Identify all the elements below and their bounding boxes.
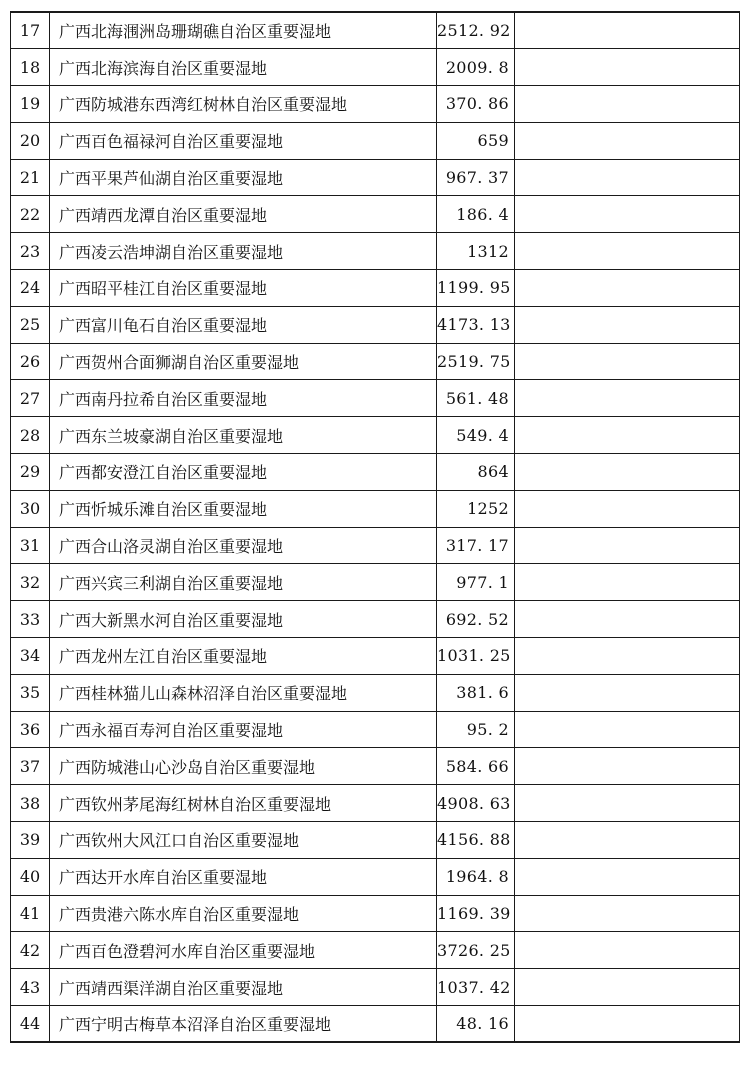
- remarks-cell: [515, 895, 740, 932]
- remarks-cell: [515, 343, 740, 380]
- area-cell: 967. 37: [437, 159, 515, 196]
- table-row: [11, 86, 740, 123]
- table-row: [11, 417, 740, 454]
- remarks-cell: [515, 601, 740, 638]
- remarks-cell: [515, 233, 740, 270]
- table-row: [11, 674, 740, 711]
- table-row: [11, 122, 740, 159]
- remarks-cell: [515, 932, 740, 969]
- wetland-name-cell: 广西富川龟石自治区重要湿地: [50, 306, 437, 343]
- wetland-name-cell: 广西防城港山心沙岛自治区重要湿地: [50, 748, 437, 785]
- row-number-cell: 31: [11, 527, 50, 564]
- table-row: [11, 969, 740, 1006]
- table-row: [11, 822, 740, 859]
- wetland-name-cell: 广西合山洛灵湖自治区重要湿地: [50, 527, 437, 564]
- area-cell: 1037. 42: [437, 969, 515, 1006]
- remarks-cell: [515, 454, 740, 491]
- table-row: [11, 1006, 740, 1043]
- table-row: [11, 12, 740, 49]
- wetland-name-cell: 广西永福百寿河自治区重要湿地: [50, 711, 437, 748]
- table-row: [11, 306, 740, 343]
- wetland-table-container: [10, 11, 739, 1043]
- row-number-cell: 19: [11, 86, 50, 123]
- table-row: [11, 785, 740, 822]
- table-row: [11, 932, 740, 969]
- area-cell: 1252: [437, 490, 515, 527]
- remarks-cell: [515, 858, 740, 895]
- row-number-cell: 29: [11, 454, 50, 491]
- row-number-cell: 38: [11, 785, 50, 822]
- remarks-cell: [515, 49, 740, 86]
- wetland-name-cell: 广西北海涠洲岛珊瑚礁自治区重要湿地: [50, 12, 437, 49]
- wetland-name-cell: 广西百色福禄河自治区重要湿地: [50, 122, 437, 159]
- area-cell: 2519. 75: [437, 343, 515, 380]
- wetland-name-cell: 广西钦州大风江口自治区重要湿地: [50, 822, 437, 859]
- table-row: [11, 233, 740, 270]
- wetland-name-cell: 广西都安澄江自治区重要湿地: [50, 454, 437, 491]
- remarks-cell: [515, 1006, 740, 1043]
- row-number-cell: 28: [11, 417, 50, 454]
- area-cell: 1312: [437, 233, 515, 270]
- row-number-cell: 36: [11, 711, 50, 748]
- table-row: [11, 527, 740, 564]
- table-row: [11, 196, 740, 233]
- remarks-cell: [515, 86, 740, 123]
- remarks-cell: [515, 159, 740, 196]
- remarks-cell: [515, 969, 740, 1006]
- area-cell: 4156. 88: [437, 822, 515, 859]
- remarks-cell: [515, 711, 740, 748]
- row-number-cell: 24: [11, 270, 50, 307]
- row-number-cell: 21: [11, 159, 50, 196]
- area-cell: 1199. 95: [437, 270, 515, 307]
- row-number-cell: 20: [11, 122, 50, 159]
- wetland-name-cell: 广西防城港东西湾红树林自治区重要湿地: [50, 86, 437, 123]
- wetland-name-cell: 广西北海滨海自治区重要湿地: [50, 49, 437, 86]
- table-row: [11, 490, 740, 527]
- table-row: [11, 858, 740, 895]
- area-cell: 4173. 13: [437, 306, 515, 343]
- table-row: [11, 638, 740, 675]
- wetland-name-cell: 广西龙州左江自治区重要湿地: [50, 638, 437, 675]
- wetland-name-cell: 广西大新黑水河自治区重要湿地: [50, 601, 437, 638]
- wetland-name-cell: 广西桂林猫儿山森林沼泽自治区重要湿地: [50, 674, 437, 711]
- wetland-name-cell: 广西忻城乐滩自治区重要湿地: [50, 490, 437, 527]
- wetland-name-cell: 广西凌云浩坤湖自治区重要湿地: [50, 233, 437, 270]
- row-number-cell: 23: [11, 233, 50, 270]
- area-cell: 1031. 25: [437, 638, 515, 675]
- table-row: [11, 564, 740, 601]
- row-number-cell: 26: [11, 343, 50, 380]
- wetland-name-cell: 广西宁明古梅草本沼泽自治区重要湿地: [50, 1006, 437, 1043]
- remarks-cell: [515, 674, 740, 711]
- wetland-name-cell: 广西达开水库自治区重要湿地: [50, 858, 437, 895]
- table-row: [11, 601, 740, 638]
- row-number-cell: 44: [11, 1006, 50, 1043]
- row-number-cell: 30: [11, 490, 50, 527]
- wetland-name-cell: 广西贺州合面狮湖自治区重要湿地: [50, 343, 437, 380]
- row-number-cell: 35: [11, 674, 50, 711]
- area-cell: 2512. 92: [437, 12, 515, 49]
- remarks-cell: [515, 270, 740, 307]
- wetland-name-cell: 广西昭平桂江自治区重要湿地: [50, 270, 437, 307]
- area-cell: 370. 86: [437, 86, 515, 123]
- wetland-name-cell: 广西百色澄碧河水库自治区重要湿地: [50, 932, 437, 969]
- table-row: [11, 343, 740, 380]
- remarks-cell: [515, 306, 740, 343]
- table-row: [11, 711, 740, 748]
- table-row: [11, 380, 740, 417]
- row-number-cell: 18: [11, 49, 50, 86]
- remarks-cell: [515, 417, 740, 454]
- remarks-cell: [515, 196, 740, 233]
- row-number-cell: 40: [11, 858, 50, 895]
- table-row: [11, 270, 740, 307]
- remarks-cell: [515, 564, 740, 601]
- row-number-cell: 27: [11, 380, 50, 417]
- area-cell: 186. 4: [437, 196, 515, 233]
- area-cell: 2009. 8: [437, 49, 515, 86]
- remarks-cell: [515, 490, 740, 527]
- remarks-cell: [515, 380, 740, 417]
- area-cell: 95. 2: [437, 711, 515, 748]
- row-number-cell: 17: [11, 12, 50, 49]
- wetland-name-cell: 广西靖西渠洋湖自治区重要湿地: [50, 969, 437, 1006]
- row-number-cell: 33: [11, 601, 50, 638]
- area-cell: 659: [437, 122, 515, 159]
- remarks-cell: [515, 122, 740, 159]
- area-cell: 48. 16: [437, 1006, 515, 1043]
- area-cell: 584. 66: [437, 748, 515, 785]
- area-cell: 561. 48: [437, 380, 515, 417]
- wetland-name-cell: 广西东兰坡豪湖自治区重要湿地: [50, 417, 437, 454]
- area-cell: 977. 1: [437, 564, 515, 601]
- row-number-cell: 43: [11, 969, 50, 1006]
- area-cell: 3726. 25: [437, 932, 515, 969]
- remarks-cell: [515, 822, 740, 859]
- wetland-name-cell: 广西贵港六陈水库自治区重要湿地: [50, 895, 437, 932]
- wetland-name-cell: 广西靖西龙潭自治区重要湿地: [50, 196, 437, 233]
- area-cell: 1964. 8: [437, 858, 515, 895]
- remarks-cell: [515, 527, 740, 564]
- wetland-name-cell: 广西南丹拉希自治区重要湿地: [50, 380, 437, 417]
- row-number-cell: 41: [11, 895, 50, 932]
- area-cell: 549. 4: [437, 417, 515, 454]
- table-row: [11, 49, 740, 86]
- area-cell: 692. 52: [437, 601, 515, 638]
- row-number-cell: 39: [11, 822, 50, 859]
- area-cell: 864: [437, 454, 515, 491]
- row-number-cell: 25: [11, 306, 50, 343]
- remarks-cell: [515, 12, 740, 49]
- remarks-cell: [515, 638, 740, 675]
- row-number-cell: 37: [11, 748, 50, 785]
- table-row: [11, 454, 740, 491]
- area-cell: 381. 6: [437, 674, 515, 711]
- area-cell: 317. 17: [437, 527, 515, 564]
- wetland-name-cell: 广西平果芦仙湖自治区重要湿地: [50, 159, 437, 196]
- row-number-cell: 32: [11, 564, 50, 601]
- wetland-table-body: [11, 12, 740, 1042]
- area-cell: 1169. 39: [437, 895, 515, 932]
- row-number-cell: 42: [11, 932, 50, 969]
- area-cell: 4908. 63: [437, 785, 515, 822]
- wetland-name-cell: 广西钦州茅尾海红树林自治区重要湿地: [50, 785, 437, 822]
- wetland-table: [10, 11, 740, 1043]
- row-number-cell: 22: [11, 196, 50, 233]
- remarks-cell: [515, 748, 740, 785]
- row-number-cell: 34: [11, 638, 50, 675]
- table-row: [11, 159, 740, 196]
- wetland-name-cell: 广西兴宾三利湖自治区重要湿地: [50, 564, 437, 601]
- table-row: [11, 748, 740, 785]
- table-row: [11, 895, 740, 932]
- remarks-cell: [515, 785, 740, 822]
